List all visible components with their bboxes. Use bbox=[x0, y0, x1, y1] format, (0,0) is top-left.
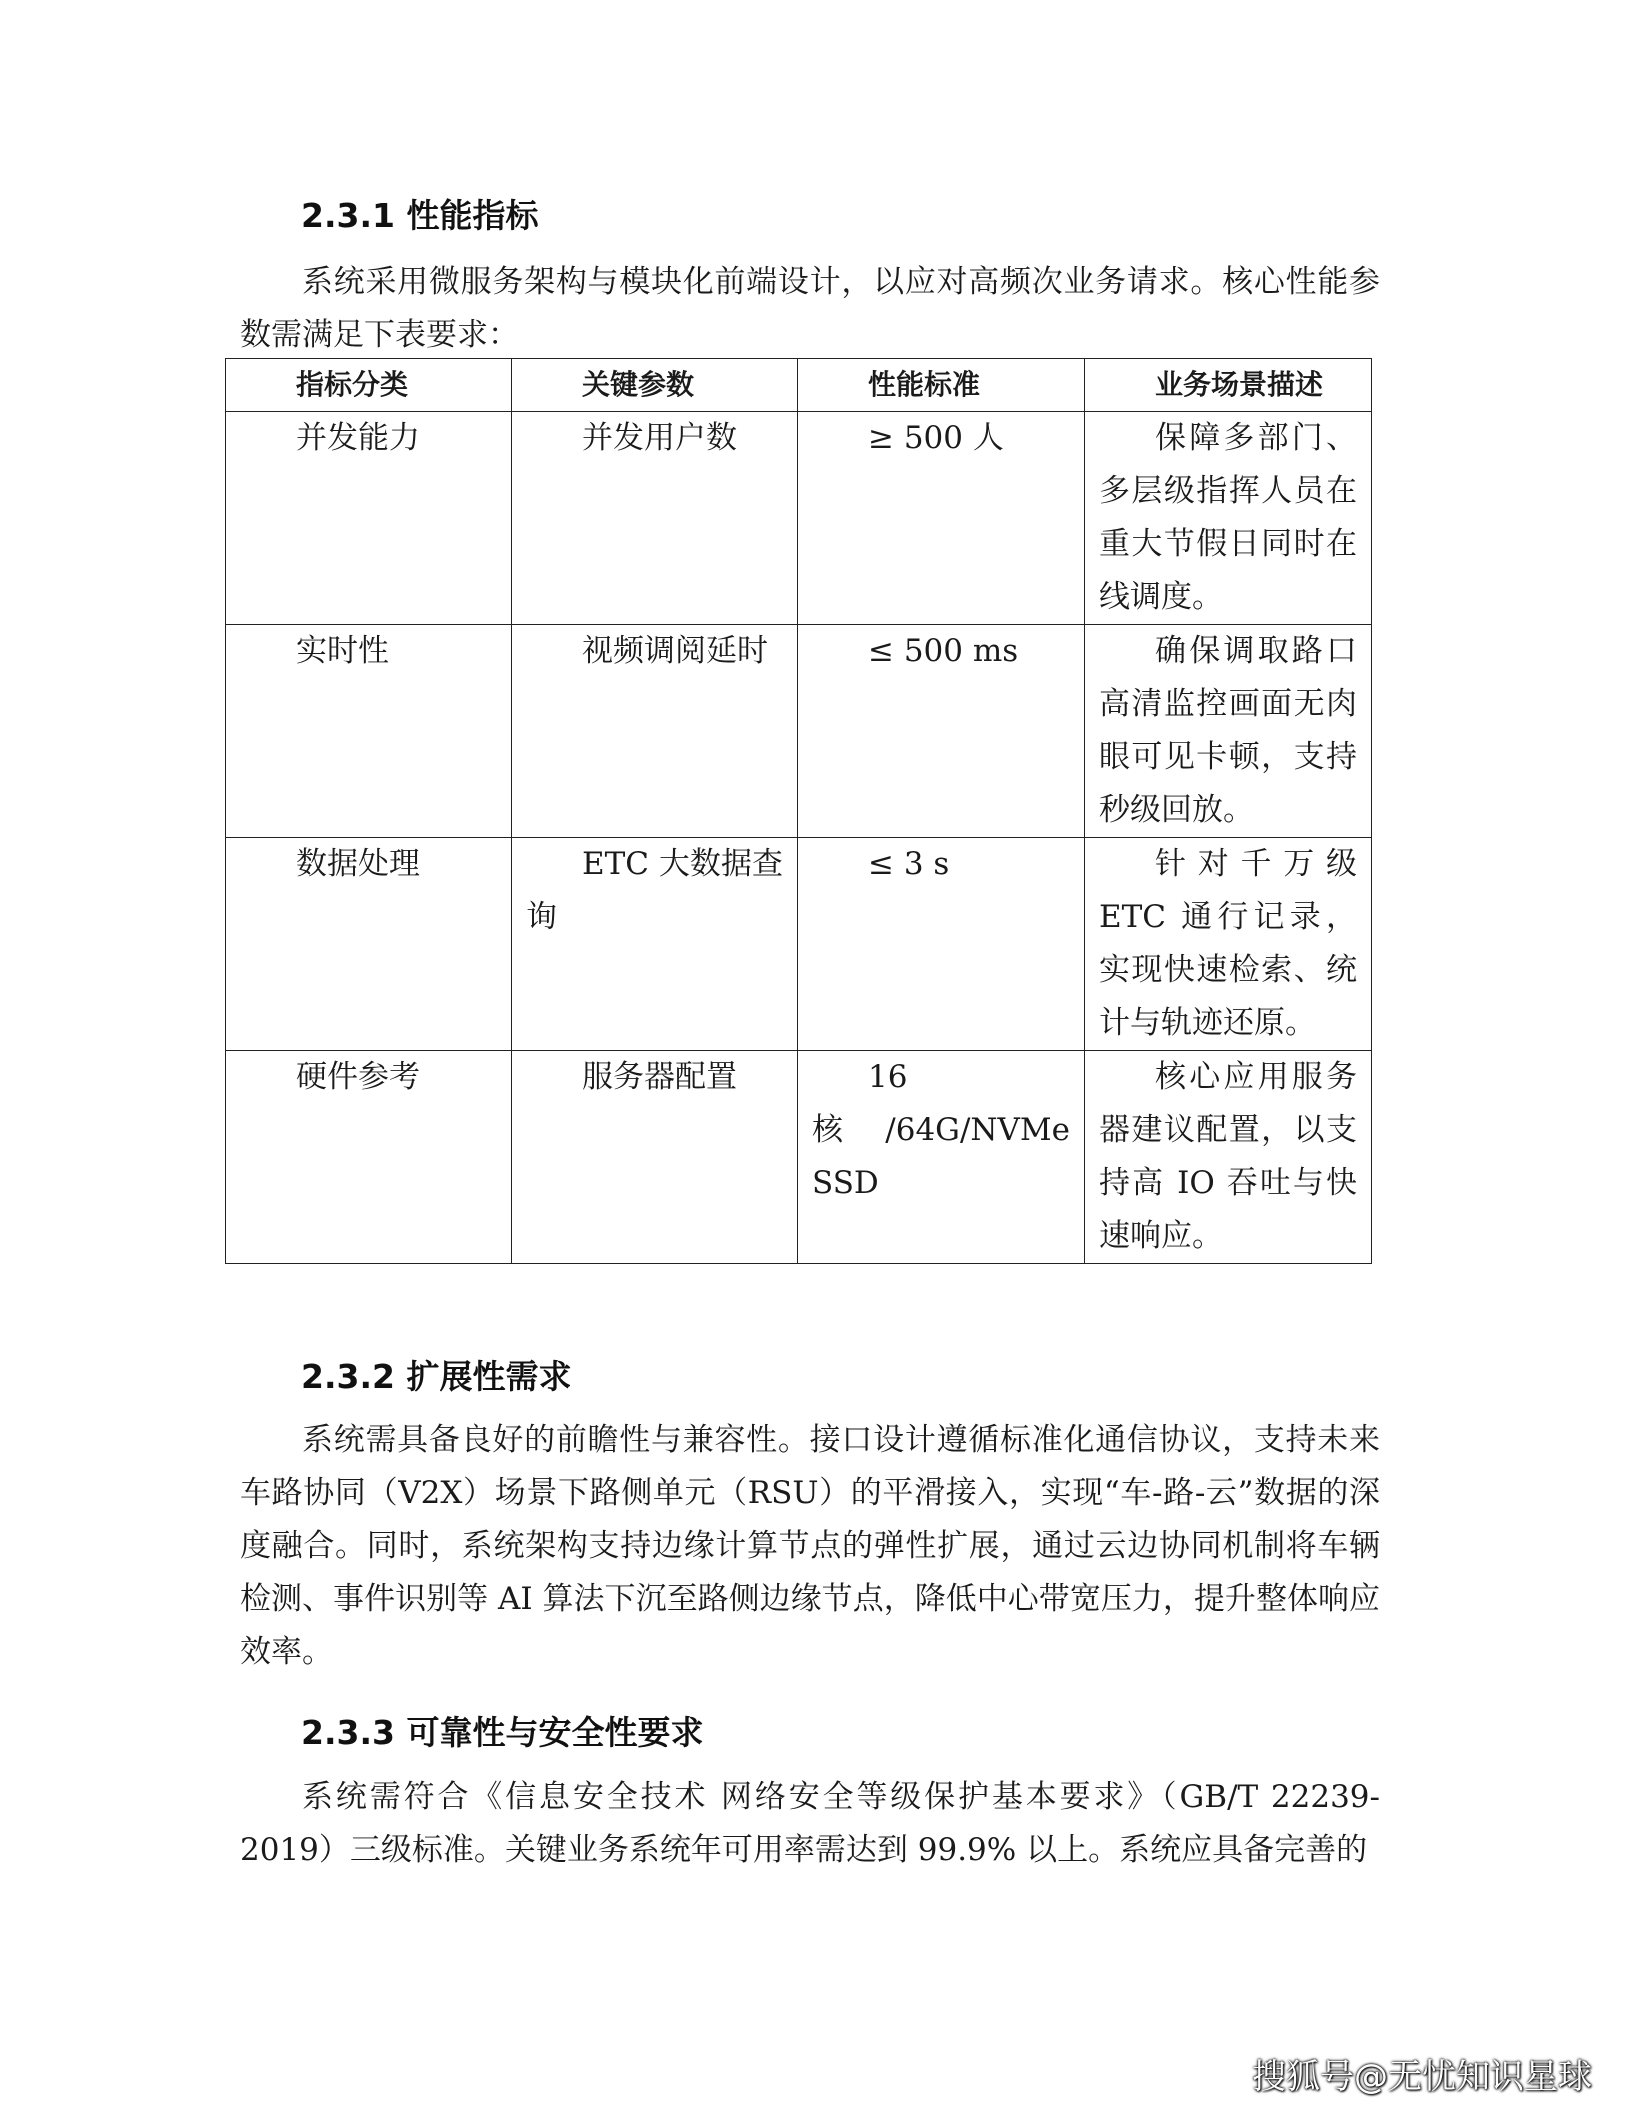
performance-table bbox=[225, 358, 1372, 1264]
section-heading-performance: 2.3.1 性能指标 bbox=[301, 196, 539, 235]
table-header-row bbox=[226, 359, 1372, 412]
header-standard: 性能标准 bbox=[798, 359, 1085, 412]
section-heading-scalability: 2.3.2 扩展性需求 bbox=[301, 1357, 572, 1396]
cell-standard: ≤ 500 ms bbox=[868, 633, 1019, 669]
table-row bbox=[226, 1051, 1372, 1264]
cell-category: 并发能力 bbox=[296, 420, 420, 456]
section-heading-reliability: 2.3.3 可靠性与安全性要求 bbox=[301, 1713, 704, 1752]
cell-scenario: 确保调取路口高清监控画面无肉眼可见卡顿，支持秒级回放。 bbox=[1099, 633, 1357, 828]
cell-parameter: 服务器配置 bbox=[582, 1059, 737, 1095]
cell-standard: ≤ 3 s bbox=[868, 846, 950, 882]
cell-standard: 16 核/64G/NVMe SSD bbox=[812, 1059, 1070, 1201]
header-scenario: 业务场景描述 bbox=[1085, 359, 1372, 412]
header-parameter: 关键参数 bbox=[512, 359, 798, 412]
header-category: 指标分类 bbox=[226, 359, 512, 412]
cell-scenario: 保障多部门、多层级指挥人员在重大节假日同时在线调度。 bbox=[1099, 420, 1357, 615]
table-row bbox=[226, 625, 1372, 838]
table-row bbox=[226, 412, 1372, 625]
performance-intro-paragraph: 系统采用微服务架构与模块化前端设计，以应对高频次业务请求。核心性能参数需满足下表要求： bbox=[240, 264, 1380, 353]
reliability-paragraph: 系统需符合《信息安全技术 网络安全等级保护基本要求》（GB/T 22239-2019）三级标准。关键业务系统年可用率需达到 99.9% 以上。系统应具备完善的 bbox=[240, 1779, 1380, 1868]
scalability-paragraph: 系统需具备良好的前瞻性与兼容性。接口设计遵循标准化通信协议，支持未来车路协同（V2X）场景下路侧单元（RSU）的平滑接入，实现“车-路-云”数据的深度融合。同时，系统架构支持边缘计算节点的弹性扩展，通过云边协同机制将车辆检测、事件识别等 AI 算法下沉至路侧边缘节点，降低中心带宽压力，提升整体响应效率。 bbox=[240, 1422, 1380, 1670]
table-row bbox=[226, 838, 1372, 1051]
cell-category: 硬件参考 bbox=[296, 1059, 420, 1095]
cell-scenario: 针对千万级 ETC 通行记录，实现快速检索、统计与轨迹还原。 bbox=[1099, 846, 1357, 1041]
cell-category: 数据处理 bbox=[296, 846, 420, 882]
cell-scenario: 核心应用服务器建议配置，以支持高 IO 吞吐与快速响应。 bbox=[1099, 1059, 1357, 1254]
cell-category: 实时性 bbox=[296, 633, 389, 669]
cell-standard: ≥ 500 人 bbox=[868, 420, 1004, 456]
cell-parameter: ETC 大数据查询 bbox=[526, 846, 783, 935]
cell-parameter: 视频调阅延时 bbox=[582, 633, 768, 669]
cell-parameter: 并发用户数 bbox=[582, 420, 737, 456]
watermark-label: 搜狐号@无忧知识星球 bbox=[1252, 2057, 1592, 2097]
